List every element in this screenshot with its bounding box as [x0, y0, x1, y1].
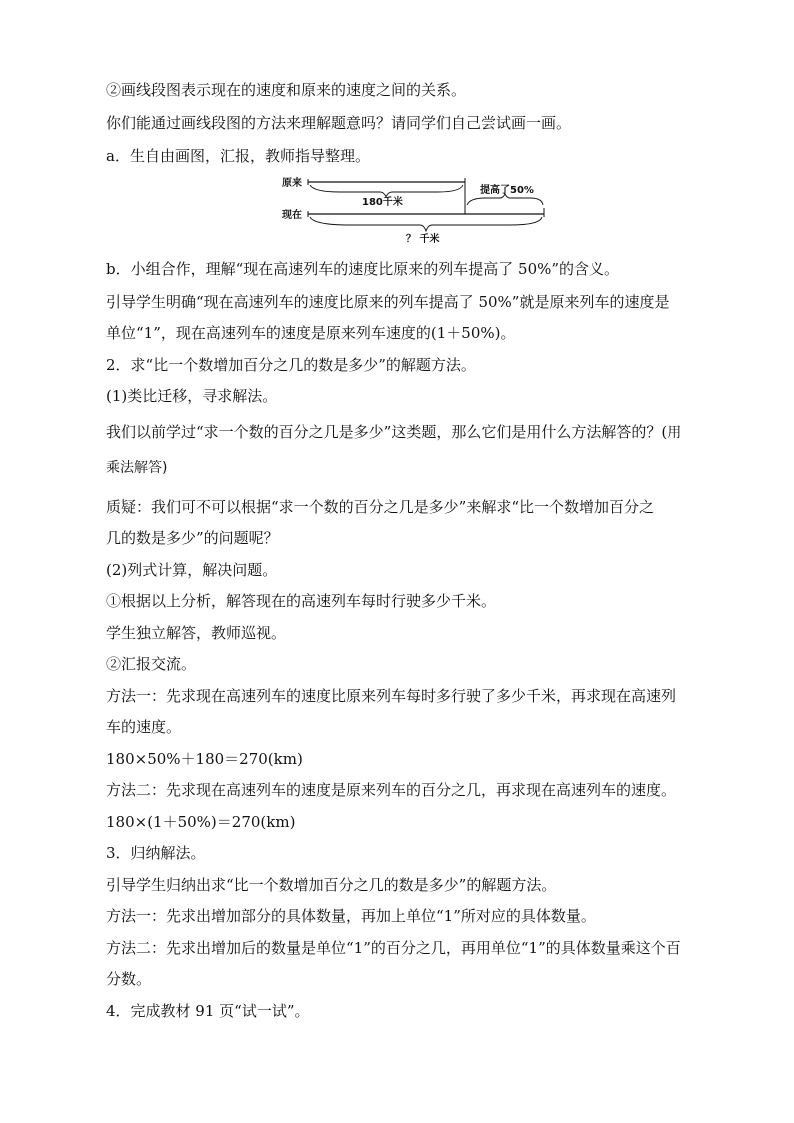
text-line: ②画线段图表示现在的速度和原来的速度之间的关系。	[106, 81, 467, 99]
text-line: 方法一：先求出增加部分的具体数量，再加上单位“1”所对应的具体数量。	[106, 907, 596, 925]
answer-fragment: 用	[667, 425, 682, 441]
text-line: 学生独立解答，教师巡视。	[106, 624, 287, 642]
text-line: 分数。	[106, 970, 152, 988]
text-line: 几的数是多少”的问题呢？	[106, 529, 279, 547]
text-line: 方法二：先求现在高速列车的速度是原来列车的百分之几，再求现在高速列车的速度。	[106, 781, 677, 799]
text-line: 方法二：先求出增加后的数量是单位“1”的百分之几，再用单位“1”的具体数量乘这个百	[106, 939, 681, 957]
text-line: 引导学生归纳出求“比一个数增加百分之几的数是多少”的解题方法。	[106, 876, 557, 894]
formula-line: 180×(1＋50%)＝270(km)	[106, 813, 296, 831]
text-line: 3．归纳解法。	[106, 844, 206, 862]
closing-paren: )	[162, 460, 168, 476]
answer-text: 乘法解答	[106, 460, 162, 476]
formula-line: 180×50%＋180＝270(km)	[106, 750, 303, 768]
text-line: 2．求“比一个数增加百分之几的数是多少”的解题方法。	[106, 356, 476, 374]
text-line: ①根据以上分析，解答现在的高速列车每时行驶多少千米。	[106, 592, 497, 610]
text-line: (1)类比迁移，寻求解法。	[106, 387, 278, 405]
text-line: 方法一：先求现在高速列车的速度比原来列车每时多行驶了多少千米，再求现在高速列	[106, 687, 677, 705]
text-line: ②汇报交流。	[106, 655, 197, 673]
brace-180km	[310, 185, 463, 197]
text-line: 4．完成教材 91 页“试一试”。	[106, 1002, 310, 1020]
text-line	[106, 422, 681, 443]
text-line: 质疑：我们可不可以根据“求一个数的百分之几是多少”来解求“比一个数增加百分之	[106, 498, 655, 516]
question-text: 我们以前学过“求一个数的百分之几是多少”这类题，那么它们是用什么方法解答的？(	[106, 423, 668, 441]
text-line: 你们能通过画线段图的方法来理解题意吗？请同学们自己尝试画一画。	[106, 114, 572, 132]
text-line: (2)列式计算，解决问题。	[106, 561, 278, 579]
diagram-label-increase: 提高了50%	[480, 185, 534, 196]
text-line	[106, 458, 167, 478]
diagram-label-180km: 180千米	[362, 197, 403, 208]
text-line: 车的速度。	[106, 718, 182, 736]
text-line: 单位“1”，现在高速列车的速度是原来列车速度的(1＋50%)。	[106, 324, 516, 342]
text-line: b．小组合作，理解“现在高速列车的速度比原来的列车提高了 50%”的含义。	[106, 260, 620, 278]
line-segment-diagram	[280, 172, 550, 248]
diagram-label-now: 现在	[282, 210, 302, 221]
diagram-label-unknown: ？ 千米	[406, 234, 440, 245]
diagram-label-original: 原来	[282, 178, 302, 189]
text-line: 引导学生明确“现在高速列车的速度比原来的列车提高了 50%”就是原来列车的速度是	[106, 293, 670, 311]
text-line: a．生自由画图，汇报，教师指导整理。	[106, 147, 370, 165]
brace-unknown	[310, 217, 542, 231]
